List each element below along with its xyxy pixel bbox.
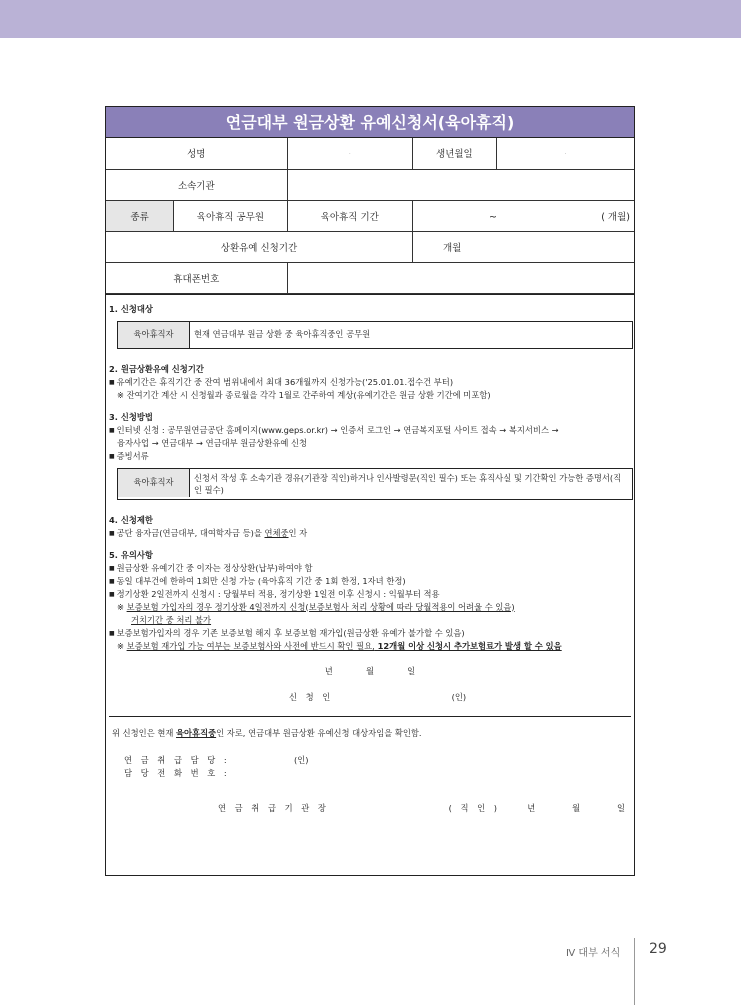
list-item: ■ 보증보험가입자의 경우 기존 보증보험 해지 후 보증보험 재가입(원금상환 유예가 불가할 수 있음) <box>109 627 631 640</box>
manager-block <box>112 754 628 780</box>
manager-seal[interactable]: (인) <box>294 754 309 765</box>
list-item: ■ 인터넷 신청 : 공무원연금공단 홈페이지(www.geps.or.kr) → 인증서 로그인 → 연금복지포털 사이트 접속 → 복지서비스 → <box>109 424 631 437</box>
page-number: 29 <box>649 941 667 957</box>
list-item: ■ 정기상환 2일전까지 신청시 : 당월부터 적용, 정기상환 1일전 이후 신청시 : 익월부터 적용 <box>109 588 631 601</box>
defer-label: 상환유예 신청기간 <box>106 231 412 262</box>
box-label: 육아휴직자 <box>118 322 190 348</box>
box-text: 현재 연금대부 원금 상환 중 육아휴직중인 공무원 <box>194 329 371 339</box>
birth-field[interactable]: · <box>496 138 634 169</box>
type-label: 종류 <box>106 200 174 231</box>
section-title: 3. 신청방법 <box>109 411 153 422</box>
agency-seal[interactable]: ( 직 인 ) <box>448 802 501 813</box>
top-band <box>0 0 741 38</box>
section-title: 5. 유의사항 <box>109 549 153 560</box>
list-item: ■ 동일 대부건에 한하여 1회만 신청 가능 (육아휴직 기간 중 1회 한정, 1자녀 한정) <box>109 575 631 588</box>
applicant-seal[interactable]: (인) <box>451 691 467 702</box>
box-text: 신청서 작성 후 소속기관 경유(기관장 직인)하거나 인사발령문(직인 필수) 또는 휴직사실 및 기간확인 가능한 증명서(직인 필수) <box>194 472 622 495</box>
name-label: 성명 <box>106 138 287 169</box>
name-field[interactable]: · <box>287 138 412 169</box>
form-title: 연금대부 원금상환 유예신청서(육아휴직) <box>106 107 634 138</box>
note: ※ 잔여기간 계산 시 신청월과 종료월을 각각 1월로 간주하여 계상(유예기간은 원금 상환 기간에 미포함) <box>117 389 491 400</box>
agency-label: 연 금 취 급 기 관 장 <box>218 802 329 813</box>
applicant-label: 신 청 인 <box>289 691 334 702</box>
agency-line <box>112 802 628 815</box>
footer-divider <box>634 938 635 1005</box>
defer-field[interactable]: 개월 <box>412 231 634 262</box>
application-form <box>105 106 635 876</box>
section-title: 1. 신청대상 <box>109 303 153 314</box>
phone-field[interactable] <box>287 262 634 293</box>
section-title: 2. 원금상환유예 신청기간 <box>109 363 204 374</box>
evidence-box <box>117 468 633 500</box>
phone-label: 담 당 전 화 번 호 : <box>124 767 230 778</box>
list-item: ■ 원금상환 유예기간 중 이자는 정상상환(납부)하여야 함 <box>109 562 631 575</box>
phone-label: 휴대폰번호 <box>106 262 287 293</box>
note: ※ 보증보험 가입자의 경우 정기상환 4일전까지 신청(보증보험사 처리 상황에 따라 당월적용이 어려울 수 있음) <box>117 601 515 612</box>
section-title: 4. 신청제한 <box>109 514 153 525</box>
box-label: 육아휴직자 <box>118 469 190 497</box>
chapter-label: Ⅳ 대부 서식 <box>566 948 621 959</box>
manager-label: 연 금 취 급 담 당 : <box>124 754 230 765</box>
period-field[interactable] <box>412 200 634 231</box>
list-item: ■ 공단 융자금(연금대부, 대여학자금 등)을 연체중인 자 <box>109 527 631 540</box>
list-item: ■ 유예기간은 휴직기간 중 잔여 범위내에서 최대 36개월까지 신청가능('25.01.01.접수건 부터) <box>109 376 631 389</box>
list-item-cont: 융자사업 → 연금대부 → 연금대부 원금상환유예 신청 <box>117 437 308 448</box>
target-box <box>117 321 633 349</box>
period-months: ( 개월) <box>601 211 630 223</box>
info-table <box>106 138 634 294</box>
confirmation <box>109 716 631 815</box>
confirm-text: 위 신청인은 현재 육아휴직중인 자로, 연금대부 원금상환 유예신청 대상자임을 확인함. <box>112 727 422 738</box>
note-cont: 거치기간 중 처리 불가 <box>131 614 212 625</box>
type-value: 육아휴직 공무원 <box>174 200 287 231</box>
period-label: 육아휴직 기간 <box>287 200 412 231</box>
birth-label: 생년월일 <box>412 138 496 169</box>
period-tilde: ~ <box>489 211 497 223</box>
applicant-line <box>109 691 631 704</box>
agency-date: 년 월 일 <box>527 802 628 813</box>
instructions <box>106 294 634 815</box>
org-label: 소속기관 <box>106 169 287 200</box>
list-item: ■ 증빙서류 <box>109 450 631 463</box>
note: ※ 보증보험 재가입 가능 여부는 보증보험사와 사전에 반드시 확인 필요, 12개월 이상 신청시 추가보험료가 발생 할 수 있음 <box>117 640 562 651</box>
date-line: 년 월 일 <box>324 665 416 676</box>
org-field[interactable] <box>287 169 634 200</box>
